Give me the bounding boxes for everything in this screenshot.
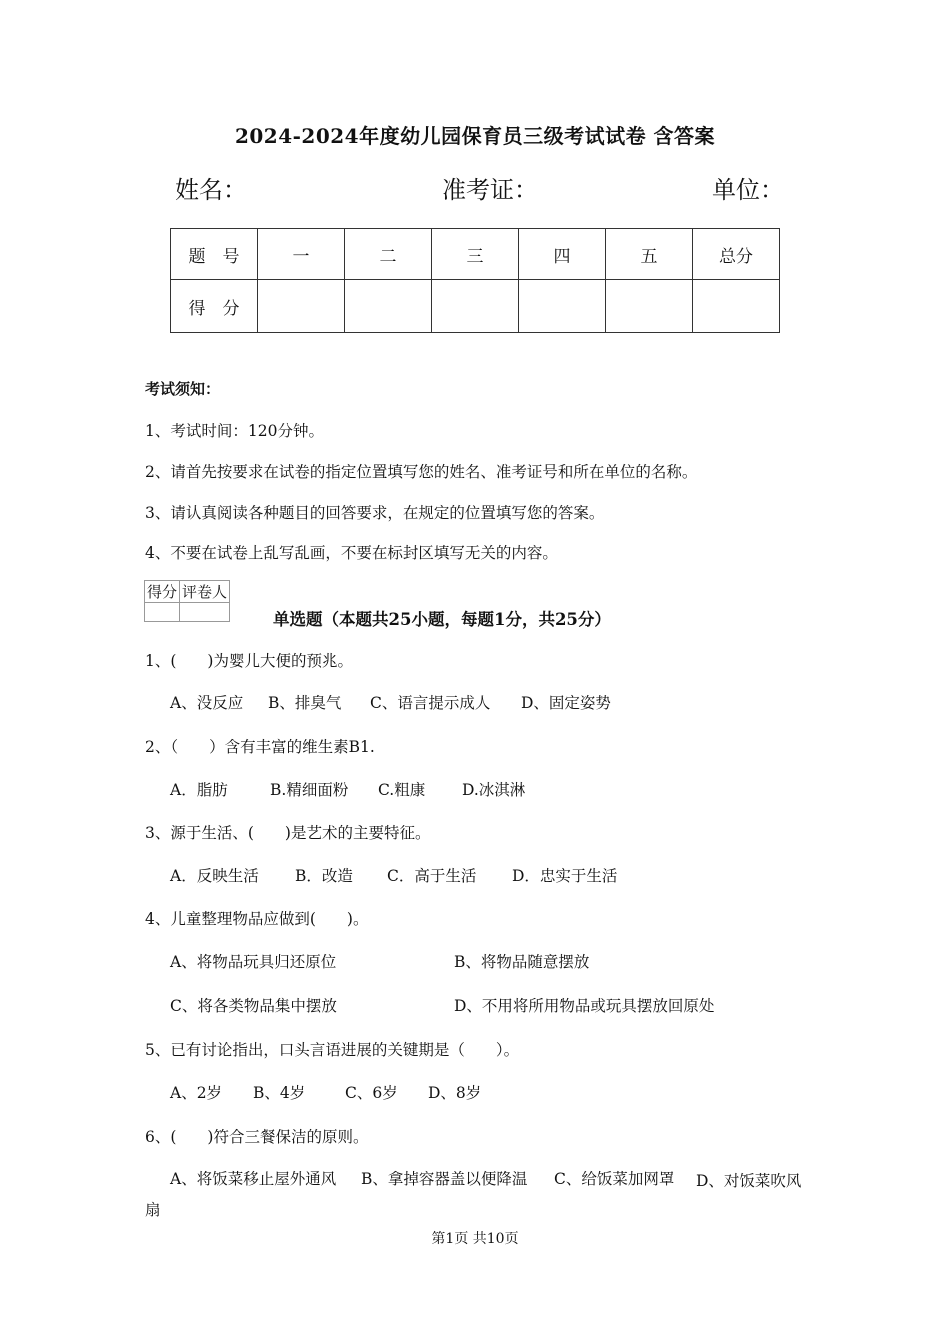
grader-table [144, 580, 230, 622]
score-header-5: 五 [606, 229, 693, 280]
notice-heading: 考试须知： [145, 380, 221, 398]
section-title: 单选题（本题共25小题，每题1分，共25分） [273, 610, 611, 629]
grader-name-cell[interactable] [180, 603, 230, 622]
score-header-1: 一 [258, 229, 345, 280]
question-option[interactable]: A、将饭菜移止屋外通风 [170, 1170, 337, 1188]
question-stem: 4、儿童整理物品应做到( )。 [145, 910, 369, 928]
score-table [170, 228, 780, 333]
score-table-score-row [171, 280, 780, 333]
score-row-label: 得 分 [171, 280, 258, 333]
question-option[interactable]: A、没反应 [170, 694, 244, 712]
notice-item: 2、请首先按要求在试卷的指定位置填写您的姓名、准考证号和所在单位的名称。 [145, 463, 698, 481]
question-option[interactable]: C．高于生活 [387, 867, 477, 885]
question-option[interactable]: C、给饭菜加网罩 [554, 1170, 675, 1188]
exam-id-field-label: 准考证： [442, 176, 538, 204]
question-option[interactable]: A．脂肪 [170, 781, 228, 799]
question-option[interactable]: B、将物品随意摆放 [454, 953, 590, 971]
question-option[interactable]: A．反映生活 [170, 867, 259, 885]
notice-item: 4、不要在试卷上乱写乱画，不要在标封区填写无关的内容。 [145, 544, 558, 562]
question-option[interactable]: C、将各类物品集中摆放 [170, 997, 337, 1015]
notice-item: 1、考试时间：120分钟。 [145, 422, 324, 440]
score-cell-5[interactable] [606, 280, 693, 333]
score-cell-total[interactable] [693, 280, 780, 333]
grader-score-cell[interactable] [145, 603, 180, 622]
grader-name-label: 评卷人 [180, 581, 230, 603]
question-option[interactable]: A、2岁 [170, 1084, 223, 1102]
score-header-3: 三 [432, 229, 519, 280]
question-option[interactable]: B、拿掉容器盖以便降温 [361, 1170, 528, 1188]
notice-item: 3、请认真阅读各种题目的回答要求，在规定的位置填写您的答案。 [145, 504, 605, 522]
question-option[interactable]: D、对饭菜吹风扇 [145, 1172, 802, 1219]
score-header-total: 总分 [693, 229, 780, 280]
question-stem: 2、（ ）含有丰富的维生素B1. [145, 738, 375, 756]
question-stem: 1、( )为婴儿大便的预兆。 [145, 652, 353, 670]
score-cell-4[interactable] [519, 280, 606, 333]
unit-field-label: 单位： [712, 176, 784, 204]
question-option[interactable]: B、4岁 [253, 1084, 306, 1102]
question-option[interactable]: D.冰淇淋 [462, 781, 526, 799]
question-option[interactable]: C、语言提示成人 [370, 694, 491, 712]
score-cell-3[interactable] [432, 280, 519, 333]
question-option[interactable]: A、将物品玩具归还原位 [170, 953, 337, 971]
question-option[interactable]: B、排臭气 [268, 694, 342, 712]
score-header-4: 四 [519, 229, 606, 280]
question-option[interactable]: B.精细面粉 [270, 781, 349, 799]
question-option[interactable]: B．改造 [295, 867, 353, 885]
question-option[interactable]: D、不用将所用物品或玩具摆放回原处 [454, 997, 715, 1015]
score-table-header-row [171, 229, 780, 280]
question-stem: 6、( )符合三餐保洁的原则。 [145, 1128, 369, 1146]
page-footer: 第1页 共10页 [431, 1231, 519, 1247]
score-header-2: 二 [345, 229, 432, 280]
score-cell-1[interactable] [258, 280, 345, 333]
question-option[interactable]: D、固定姿势 [521, 694, 611, 712]
score-header-label: 题 号 [171, 229, 258, 280]
score-cell-2[interactable] [345, 280, 432, 333]
question-stem: 5、已有讨论指出，口头言语进展的关键期是（ ）。 [145, 1041, 520, 1059]
grader-score-label: 得分 [145, 581, 180, 603]
question-stem: 3、源于生活、( )是艺术的主要特征。 [145, 824, 431, 842]
question-option[interactable]: C.粗康 [378, 781, 426, 799]
question-option[interactable]: D、8岁 [428, 1084, 482, 1102]
question-option[interactable]: C、6岁 [345, 1084, 398, 1102]
name-field-label: 姓名： [175, 176, 247, 204]
question-option[interactable]: D．忠实于生活 [512, 867, 618, 885]
page-title: 2024-2024年度幼儿园保育员三级考试试卷 含答案 [234, 124, 716, 148]
